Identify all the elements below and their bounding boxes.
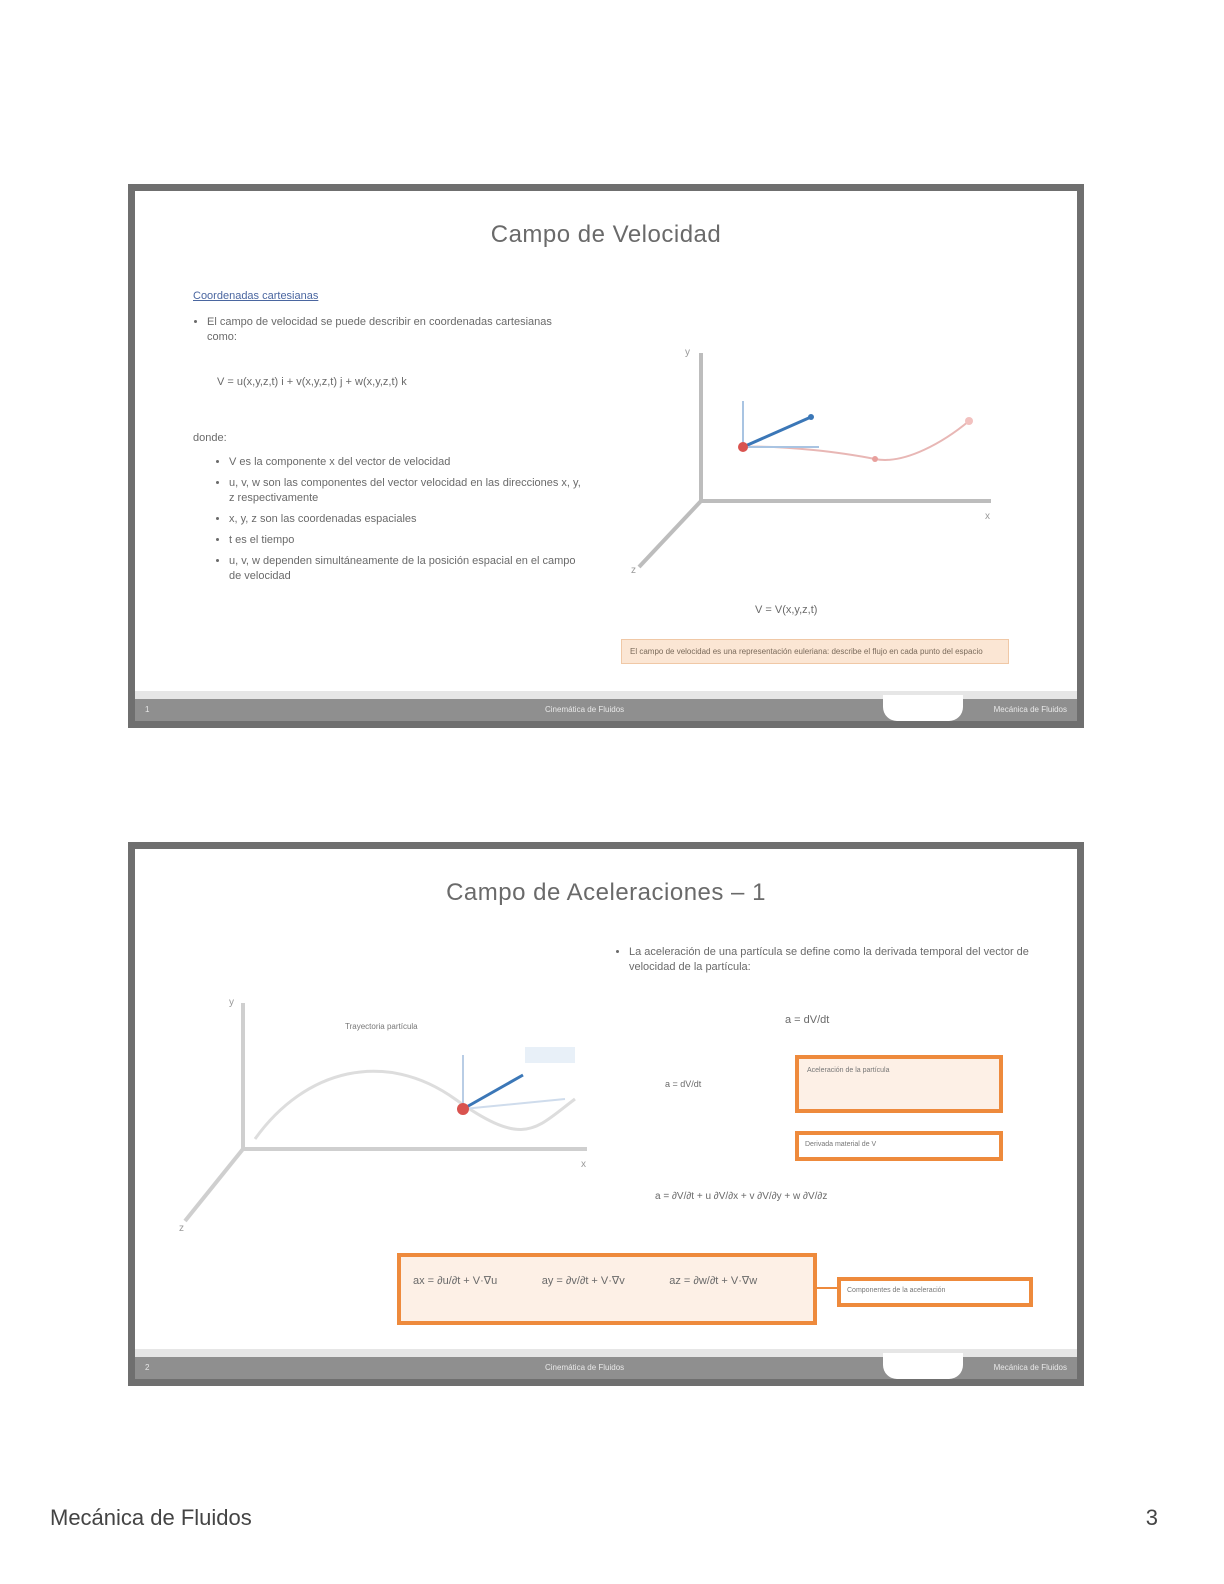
- footer-right: Mecánica de Fluidos: [993, 705, 1067, 714]
- where-label: donde:: [193, 432, 227, 444]
- axis-z-label: z: [179, 1223, 184, 1234]
- list-item: • t es el tiempo: [229, 533, 585, 548]
- axis-y-label: y: [229, 997, 234, 1008]
- note-box: El campo de velocidad es una representación euleriana: describe el flujo en cada punto del espacio: [621, 639, 1009, 664]
- axis-y-label: y: [685, 347, 690, 358]
- intro-bullet: [193, 315, 573, 351]
- slide-campo-velocidad: [128, 184, 1084, 728]
- intro-bullet-text: • El campo de velocidad se puede describir en coordenadas cartesianas como:: [207, 315, 573, 345]
- list-item: • x, y, z son las coordenadas espaciales: [229, 512, 585, 527]
- annotation-box-material: Derivada material de V: [795, 1131, 1003, 1161]
- particle-path: [743, 421, 969, 460]
- equation-material: a = dV/dt: [665, 1079, 702, 1089]
- trajectory-label: Trayectoria partícula: [345, 1022, 418, 1031]
- component-ay: ay = ∂v/∂t + V·∇v: [541, 1275, 625, 1287]
- diagram-caption: V = V(x,y,z,t): [755, 604, 818, 616]
- connector: [817, 1287, 839, 1289]
- footer-number: 1: [145, 705, 150, 714]
- slide-footer: [135, 1357, 1077, 1379]
- slide-title: Campo de Velocidad: [490, 221, 722, 248]
- document-page-number: 3: [1145, 1505, 1158, 1530]
- footer-right: Mecánica de Fluidos: [993, 1363, 1067, 1372]
- velocity-vector: [743, 417, 811, 447]
- definition-list: [215, 455, 585, 590]
- axis-z-label: z: [631, 565, 636, 576]
- z-axis: [639, 501, 701, 567]
- section-heading: Coordenadas cartesianas: [193, 290, 319, 302]
- particle-point: [738, 442, 748, 452]
- document-footer-title: Mecánica de Fluidos: [50, 1505, 252, 1530]
- acceleration-diagram: [175, 989, 605, 1239]
- path-point: [965, 417, 973, 425]
- footer-center: Cinemática de Fluidos: [545, 705, 625, 714]
- components-box: [397, 1253, 817, 1325]
- footer-tab: [883, 1353, 963, 1379]
- footer-center: Cinemática de Fluidos: [545, 1363, 625, 1372]
- list-item: • u, v, w son las componentes del vector velocidad en las direcciones x, y, z respectivamente: [229, 476, 585, 506]
- equation-main: a = ∂V/∂t + u ∂V/∂x + v ∂V/∂y + w ∂V/∂z: [655, 1191, 828, 1202]
- velocity-formula: V = u(x,y,z,t) i + v(x,y,z,t) j + w(x,y,z,t) k: [217, 376, 407, 388]
- footer-tab: [883, 695, 963, 721]
- slide-campo-aceleraciones: [128, 842, 1084, 1386]
- trajectory: [255, 1071, 575, 1139]
- list-item: • V es la componente x del vector de velocidad: [229, 455, 585, 470]
- equation-a: a = dV/dt: [785, 1014, 830, 1026]
- vector-label-bg: [525, 1047, 575, 1063]
- axis-x-label: x: [985, 511, 990, 522]
- intro-bullet-text: • La aceleración de una partícula se define como la derivada temporal del vector de velocidad de la partícula:: [629, 945, 1035, 975]
- z-axis: [185, 1149, 243, 1221]
- particle-point: [457, 1103, 469, 1115]
- annotation-box-particle: Aceleración de la partícula: [795, 1055, 1003, 1113]
- axis-x-label: x: [581, 1159, 586, 1170]
- velocity-field-diagram: [625, 341, 1015, 581]
- intro-bullet: [615, 945, 1035, 981]
- list-item: • u, v, w dependen simultáneamente de la posición espacial en el campo de velocidad: [229, 554, 585, 584]
- path-point: [872, 456, 878, 462]
- footer-number: 2: [145, 1363, 150, 1372]
- component-ax: ax = ∂u/∂t + V·∇u: [413, 1275, 498, 1287]
- component-az: az = ∂w/∂t + V·∇w: [669, 1275, 758, 1287]
- components-label-box: Componentes de la aceleración: [837, 1277, 1033, 1307]
- vector-tip: [808, 414, 814, 420]
- slide-footer: [135, 699, 1077, 721]
- slide-title: Campo de Aceleraciones – 1: [446, 879, 766, 906]
